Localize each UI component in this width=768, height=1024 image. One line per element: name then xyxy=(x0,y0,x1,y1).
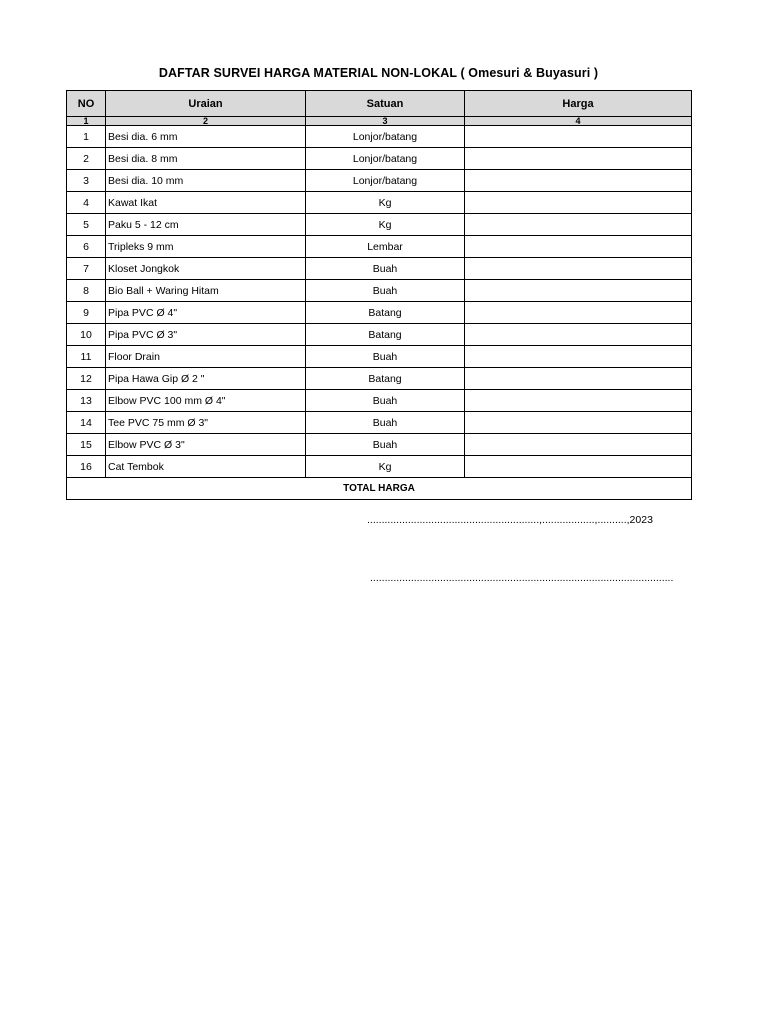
row-description: Kloset Jongkok xyxy=(106,258,306,280)
row-number: 8 xyxy=(67,280,106,302)
table-row xyxy=(67,280,692,302)
row-unit: Buah xyxy=(306,280,465,302)
row-description: Kawat Ikat xyxy=(106,192,306,214)
row-description: Pipa PVC Ø 3" xyxy=(106,324,306,346)
table-row xyxy=(67,324,692,346)
row-price xyxy=(465,302,692,324)
row-price xyxy=(465,258,692,280)
signature-line: ........................................................................................................ xyxy=(370,572,674,584)
total-label: TOTAL HARGA xyxy=(67,478,692,500)
row-unit: Lonjor/batang xyxy=(306,170,465,192)
row-unit: Buah xyxy=(306,434,465,456)
row-number: 3 xyxy=(67,170,106,192)
row-number: 2 xyxy=(67,148,106,170)
row-price xyxy=(465,412,692,434)
row-number: 5 xyxy=(67,214,106,236)
row-price xyxy=(465,368,692,390)
table-row xyxy=(67,434,692,456)
row-unit: Batang xyxy=(306,324,465,346)
column-number-row xyxy=(67,117,692,126)
row-unit: Lonjor/batang xyxy=(306,148,465,170)
table-row xyxy=(67,126,692,148)
column-number: 2 xyxy=(106,117,306,126)
row-description: Besi dia. 6 mm xyxy=(106,126,306,148)
table-row xyxy=(67,368,692,390)
column-number: 4 xyxy=(465,117,692,126)
row-price xyxy=(465,346,692,368)
document-title: DAFTAR SURVEI HARGA MATERIAL NON-LOKAL ( Omesuri & Buyasuri ) xyxy=(158,66,599,80)
row-unit: Batang xyxy=(306,302,465,324)
column-number: 3 xyxy=(306,117,465,126)
table-row xyxy=(67,390,692,412)
row-description: Elbow PVC Ø 3" xyxy=(106,434,306,456)
row-number: 10 xyxy=(67,324,106,346)
row-price xyxy=(465,390,692,412)
table-row xyxy=(67,170,692,192)
table-row xyxy=(67,302,692,324)
row-price xyxy=(465,148,692,170)
table-body xyxy=(67,126,692,478)
table-row xyxy=(67,148,692,170)
row-description: Bio Ball + Waring Hitam xyxy=(106,280,306,302)
row-price xyxy=(465,170,692,192)
table-row xyxy=(67,258,692,280)
row-number: 14 xyxy=(67,412,106,434)
column-number: 1 xyxy=(67,117,106,126)
row-description: Pipa PVC Ø 4" xyxy=(106,302,306,324)
table-row xyxy=(67,192,692,214)
row-unit: Buah xyxy=(306,390,465,412)
row-unit: Batang xyxy=(306,368,465,390)
row-price xyxy=(465,214,692,236)
row-unit: Buah xyxy=(306,412,465,434)
row-description: Pipa Hawa Gip Ø 2 " xyxy=(106,368,306,390)
table-row xyxy=(67,236,692,258)
row-description: Elbow PVC 100 mm Ø 4" xyxy=(106,390,306,412)
row-description: Paku 5 - 12 cm xyxy=(106,214,306,236)
row-unit: Lonjor/batang xyxy=(306,126,465,148)
row-price xyxy=(465,324,692,346)
row-unit: Buah xyxy=(306,346,465,368)
table-header-row xyxy=(67,91,692,117)
row-number: 12 xyxy=(67,368,106,390)
row-price xyxy=(465,434,692,456)
row-number: 9 xyxy=(67,302,106,324)
row-number: 11 xyxy=(67,346,106,368)
row-number: 13 xyxy=(67,390,106,412)
row-unit: Lembar xyxy=(306,236,465,258)
row-unit: Kg xyxy=(306,214,465,236)
header-unit: Satuan xyxy=(306,91,465,117)
row-description: Cat Tembok xyxy=(106,456,306,478)
header-description: Uraian xyxy=(106,91,306,117)
row-description: Besi dia. 10 mm xyxy=(106,170,306,192)
row-number: 1 xyxy=(67,126,106,148)
row-number: 7 xyxy=(67,258,106,280)
total-row xyxy=(67,478,692,500)
row-description: Tee PVC 75 mm Ø 3" xyxy=(106,412,306,434)
header-no: NO xyxy=(67,91,106,117)
row-number: 6 xyxy=(67,236,106,258)
price-survey-table xyxy=(66,90,692,500)
row-price xyxy=(465,280,692,302)
row-price xyxy=(465,126,692,148)
row-number: 4 xyxy=(67,192,106,214)
date-line: ...........................................................,..................,..........,2023 xyxy=(367,514,653,526)
row-description: Tripleks 9 mm xyxy=(106,236,306,258)
header-price: Harga xyxy=(465,91,692,117)
table-row xyxy=(67,214,692,236)
row-number: 16 xyxy=(67,456,106,478)
row-description: Besi dia. 8 mm xyxy=(106,148,306,170)
row-number: 15 xyxy=(67,434,106,456)
table-row xyxy=(67,456,692,478)
table-row xyxy=(67,346,692,368)
row-price xyxy=(465,456,692,478)
row-price xyxy=(465,192,692,214)
row-price xyxy=(465,236,692,258)
row-unit: Kg xyxy=(306,192,465,214)
table-row xyxy=(67,412,692,434)
row-description: Floor Drain xyxy=(106,346,306,368)
row-unit: Kg xyxy=(306,456,465,478)
row-unit: Buah xyxy=(306,258,465,280)
